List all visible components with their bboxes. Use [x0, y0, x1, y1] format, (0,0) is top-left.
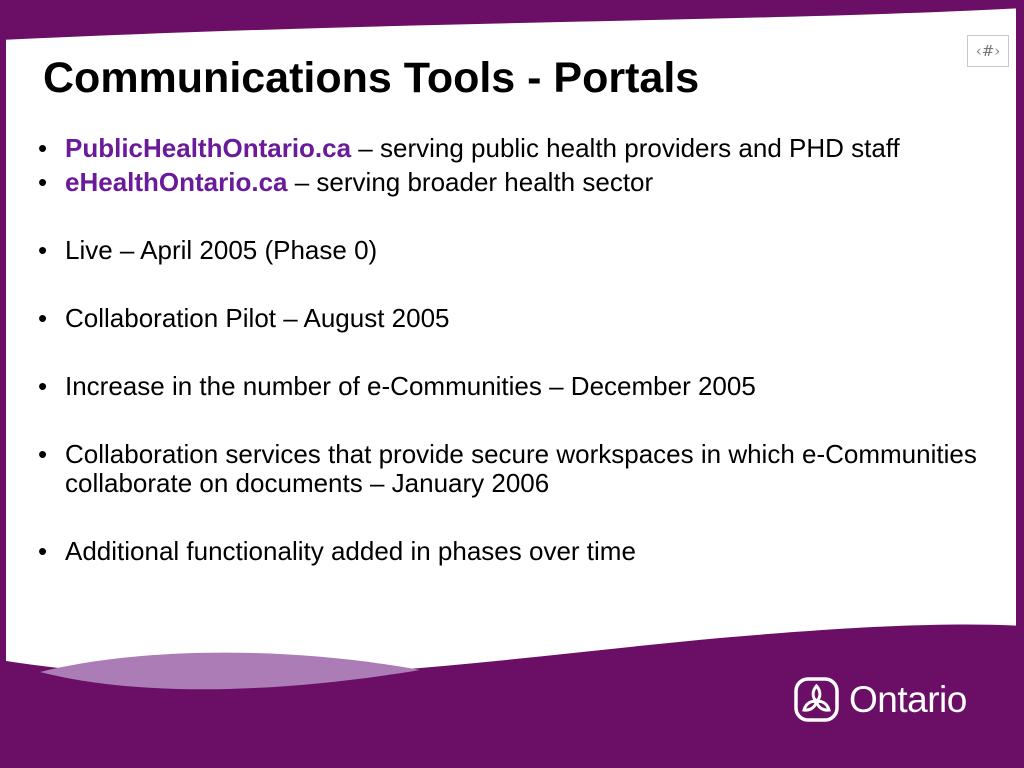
bullet-text: – serving public health providers and PHD staff	[351, 133, 900, 163]
trillium-icon	[794, 677, 839, 722]
bullet-item	[38, 236, 988, 265]
bullet-dot: •	[38, 536, 48, 566]
slide-title: Communications Tools - Portals	[43, 54, 700, 102]
bullet-text: Additional functionality added in phases over time	[65, 536, 636, 566]
left-border	[0, 30, 6, 670]
bullet-item	[38, 440, 988, 498]
bullet-text: Collaboration services that provide secure workspaces in which e-Communities collaborate on documents – January 2006	[65, 439, 977, 498]
ontario-wordmark: Ontario	[849, 678, 967, 720]
bullet-text: Increase in the number of e-Communities – December 2005	[65, 371, 756, 401]
bullet-item	[38, 168, 988, 197]
bullet-item	[38, 372, 988, 401]
bullet-text: Live – April 2005 (Phase 0)	[65, 235, 378, 265]
top-banner	[0, 0, 1024, 40]
bullet-dot: •	[38, 371, 48, 401]
ontario-logo	[794, 675, 974, 723]
bullet-item	[38, 304, 988, 333]
bullet-list	[38, 134, 988, 566]
bullet-dot: •	[38, 303, 48, 333]
right-border	[1016, 0, 1024, 640]
slide-number-placeholder: ‹#›	[967, 35, 1009, 67]
bullet-item	[38, 537, 988, 566]
public-health-ontario-link[interactable]: PublicHealthOntario.ca	[65, 133, 352, 163]
bullet-dot: •	[38, 133, 48, 163]
bullet-item	[38, 134, 988, 163]
bullet-dot: •	[38, 439, 48, 469]
bullet-dot: •	[38, 167, 48, 197]
ehealth-ontario-link[interactable]: eHealthOntario.ca	[65, 167, 288, 197]
bullet-dot: •	[38, 235, 48, 265]
bullet-text: Collaboration Pilot – August 2005	[65, 303, 450, 333]
bullet-text: – serving broader health sector	[287, 167, 654, 197]
